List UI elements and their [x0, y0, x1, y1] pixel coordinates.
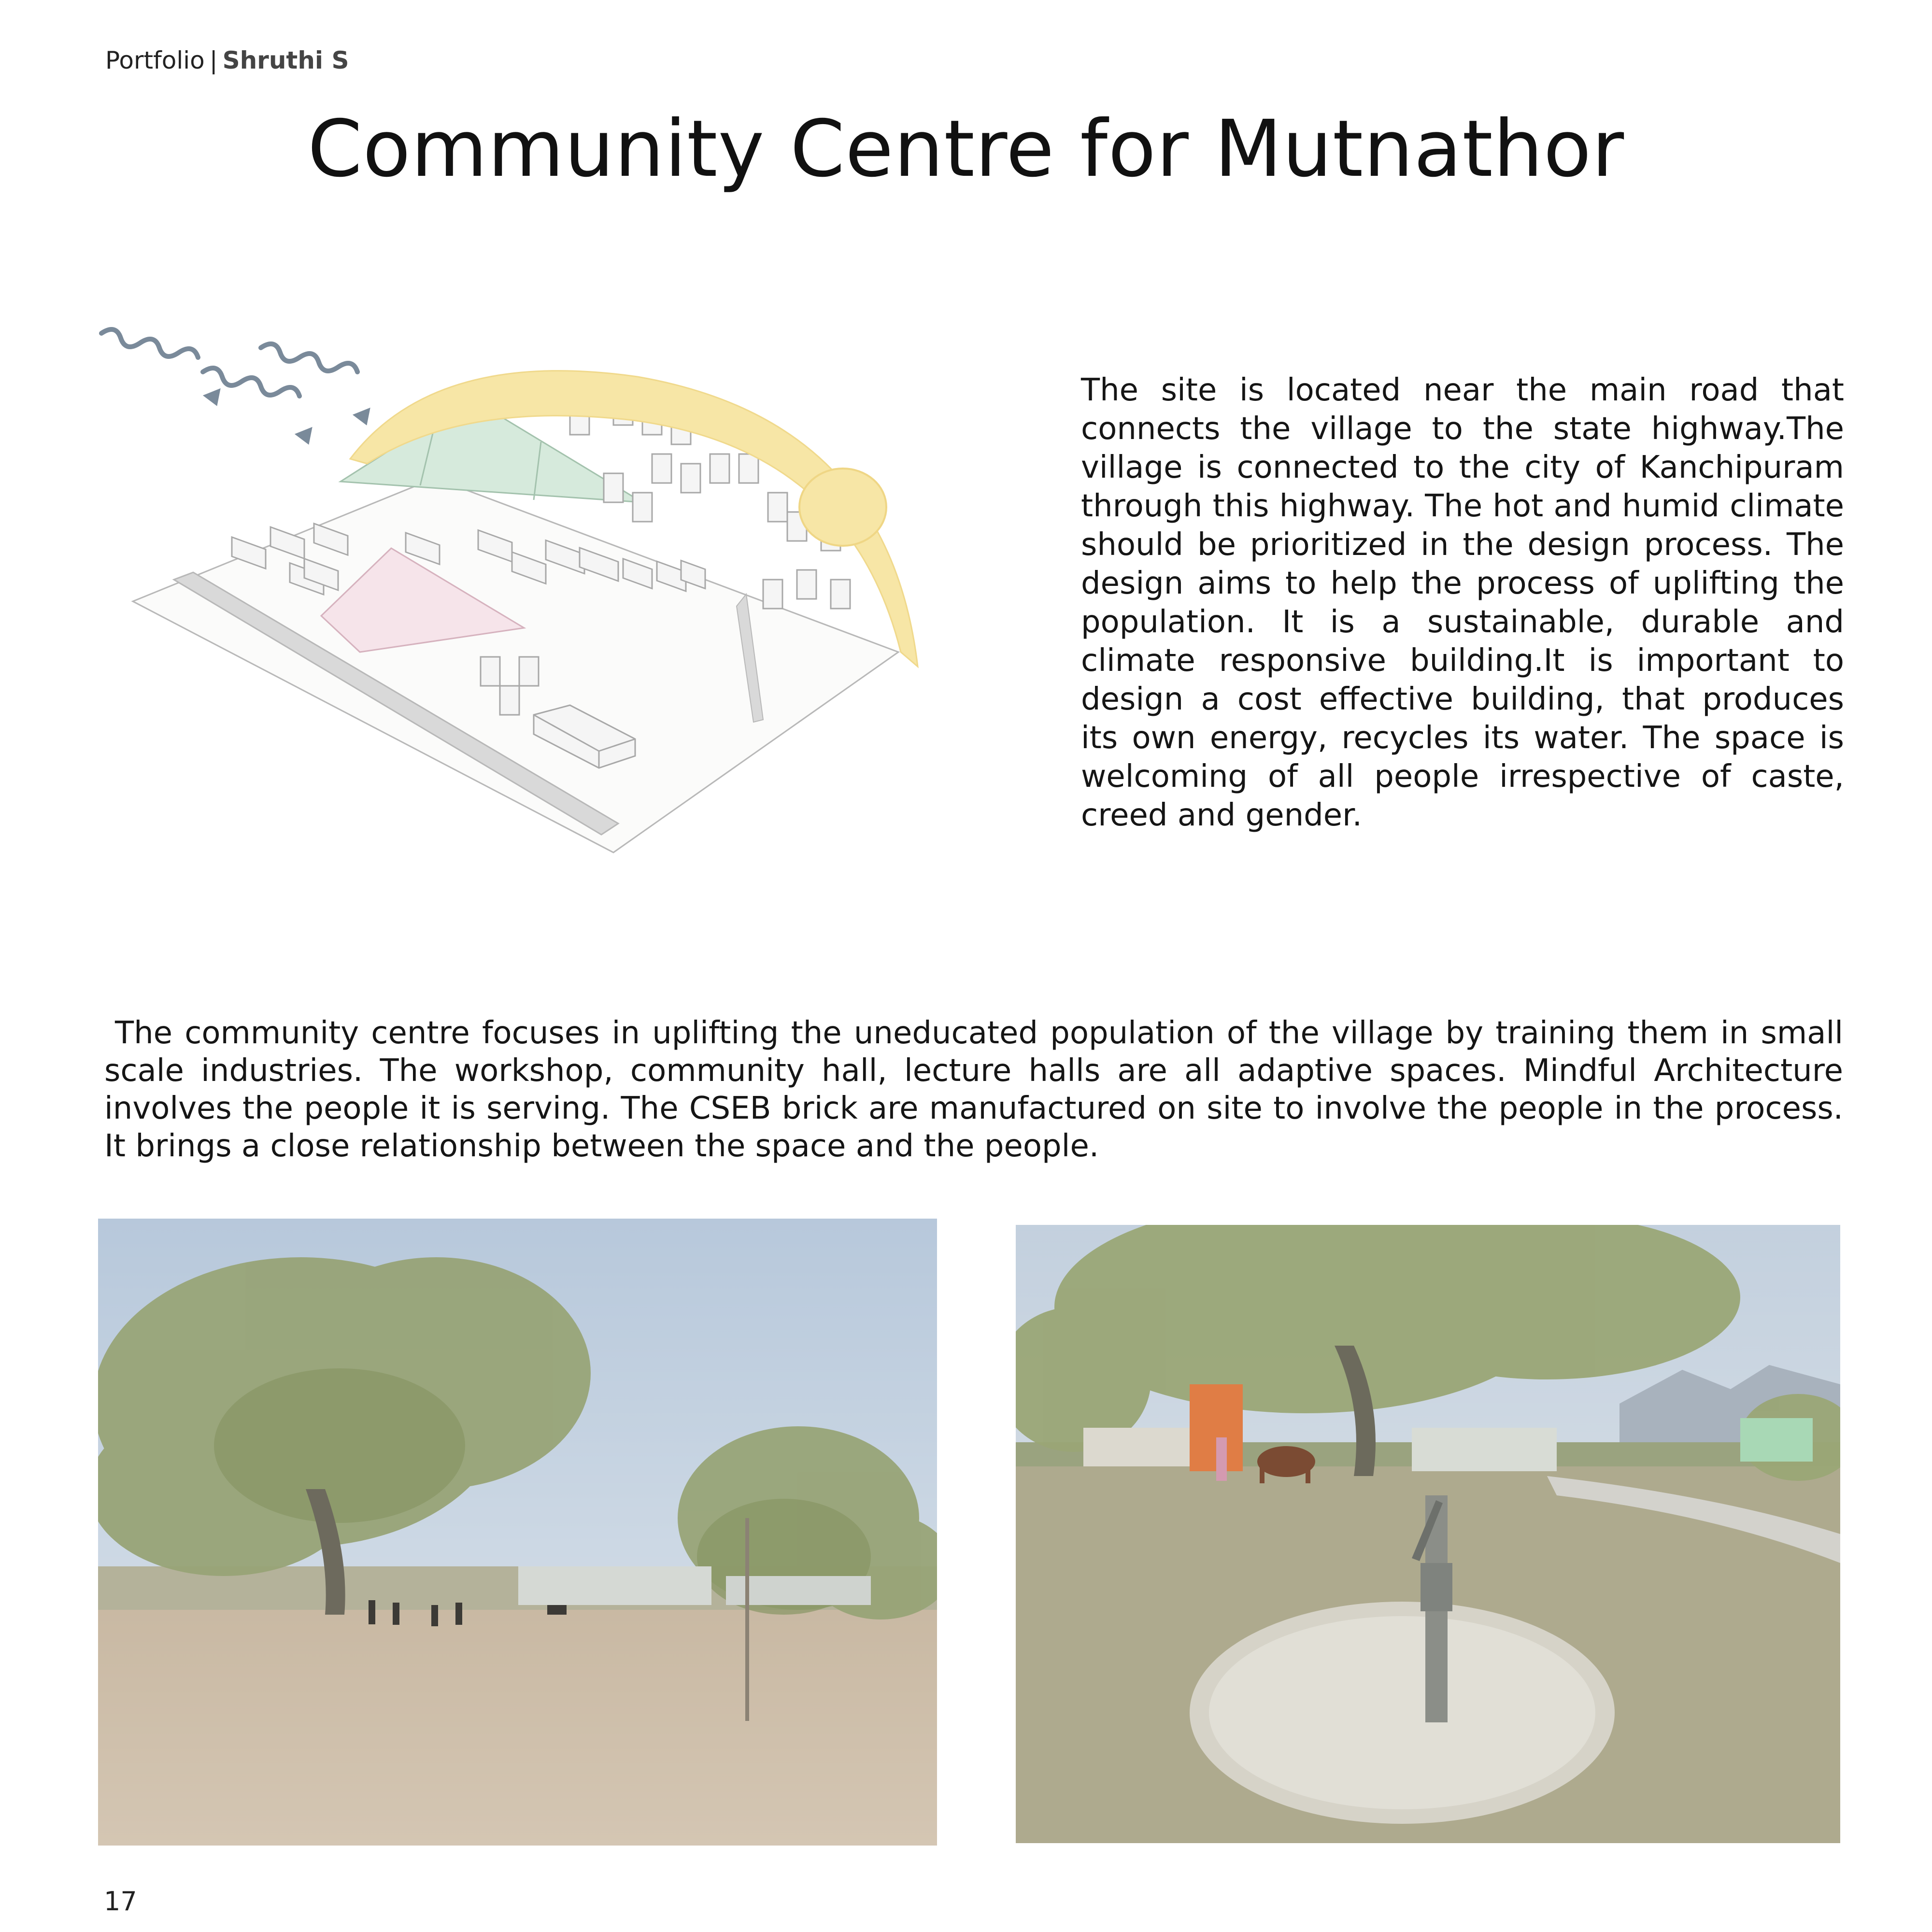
page-number: 17	[104, 1886, 137, 1917]
page-title: Community Centre for Mutnathor	[307, 104, 1625, 195]
site-description: The site is located near the main road that connects the village to the state highway.The village is connected to the city of Kanchipuram through this highway. The hot and humid climate should be prioritized in the design process. The design aims to help the process of uplifting the population. It is a sustainable, durable and climate responsive building.It is important to design a cost effective building, that produces its own energy, recycles its water. The space is welcoming of all people irrespective of caste, creed and gender.	[1081, 372, 1844, 833]
page-header	[105, 46, 349, 74]
photo-open-ground-image	[98, 1219, 937, 1846]
photo-hand-pump-image	[1016, 1225, 1840, 1843]
centre-description: The community centre focuses in uplifting the uneducated population of the village by training them in small scale industries. The workshop, community hall, lecture halls are all adaptive spaces. Mindful Architecture involves the people it is serving. The CSEB brick are manufactured on site to involve the people in the process. It brings a close relationship between the space and the people.	[104, 1015, 1843, 1164]
wind-arrows-icon	[101, 329, 367, 440]
author-name: Shruthi S	[222, 46, 349, 74]
sun-icon	[799, 469, 886, 546]
site-diagram-svg	[97, 319, 956, 855]
site-photo-hand-pump	[1016, 1225, 1840, 1843]
site-photo-open-ground	[98, 1219, 937, 1846]
site-diagram	[97, 319, 956, 855]
portfolio-label: Portfolio	[105, 46, 205, 74]
header-separator: |	[209, 46, 218, 74]
